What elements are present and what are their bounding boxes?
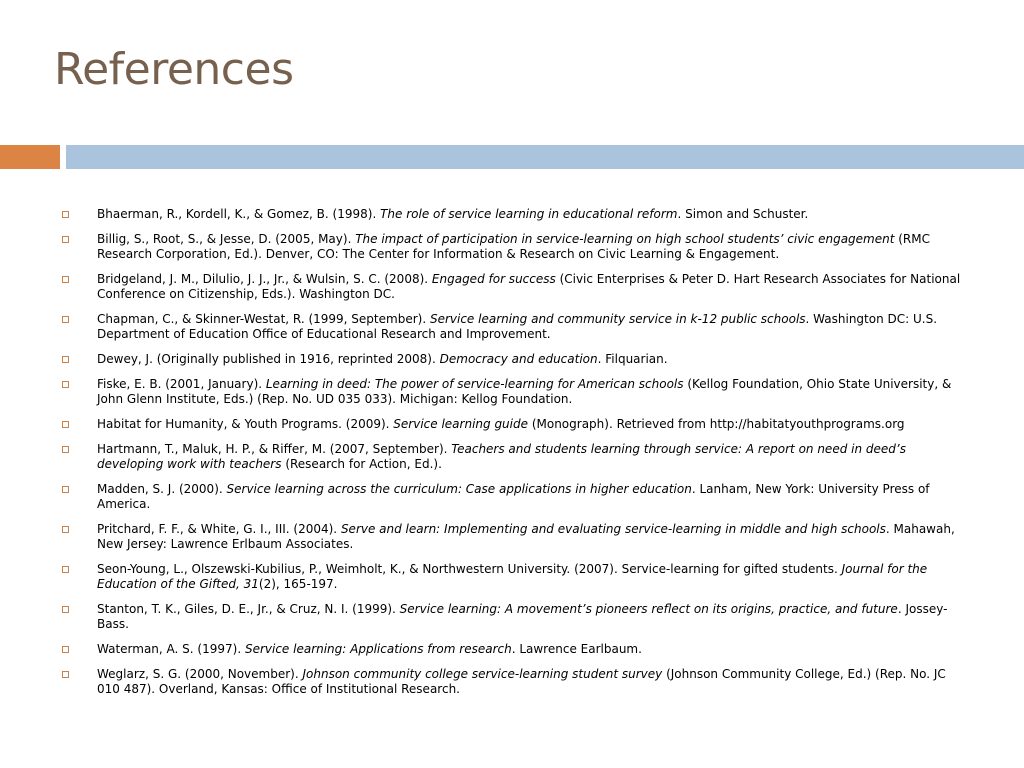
reference-publication: (Civic Enterprises & Peter D. Hart Research Associates for National Conference on Citizenship, Eds.). Washington DC. [97, 272, 961, 301]
hollow-square-icon [62, 421, 69, 428]
reference-publication: (Kellog Foundation, Ohio State University, & John Glenn Institute, Eds.) (Rep. No. UD 035 033). Michigan: Kellog Foundation. [97, 377, 952, 406]
hollow-square-icon [62, 486, 69, 493]
reference-item [62, 377, 967, 407]
reference-authors: Chapman, C., & Skinner-Westat, R. (1999, September). [97, 312, 430, 326]
references-list [62, 207, 967, 707]
reference-authors: Stanton, T. K., Giles, D. E., Jr., & Cruz, N. I. (1999). [97, 602, 400, 616]
hollow-square-icon [62, 446, 69, 453]
reference-title: Service learning guide [393, 417, 528, 431]
reference-publication: (Research for Action, Ed.). [281, 457, 442, 471]
hollow-square-icon [62, 566, 69, 573]
reference-publication: (RMC Research Corporation, Ed.). Denver, CO: The Center for Information & Research on Civic Learning & Engagement. [97, 232, 931, 261]
accent-bar-orange [0, 145, 60, 169]
reference-item [62, 417, 967, 432]
reference-item [62, 602, 967, 632]
reference-title: Democracy and education [439, 352, 598, 366]
hollow-square-icon [62, 356, 69, 363]
reference-title: The role of service learning in educational reform [380, 207, 678, 221]
reference-title: Service learning across the curriculum: Case applications in higher education [226, 482, 692, 496]
hollow-square-icon [62, 211, 69, 218]
reference-publication: (2), 165-197. [258, 577, 338, 591]
hollow-square-icon [62, 316, 69, 323]
reference-publication: . Lawrence Earlbaum. [511, 642, 642, 656]
reference-item [62, 442, 967, 472]
reference-publication: . Mahawah, New Jersey: Lawrence Erlbaum Associates. [97, 522, 955, 551]
reference-title: Learning in deed: The power of service-learning for American schools [265, 377, 684, 391]
reference-authors: Pritchard, F. F., & White, G. I., III. (2004). [97, 522, 341, 536]
reference-authors: Seon-Young, L., Olszewski-Kubilius, P., Weimholt, K., & Northwestern University. (2007). Service-learning for gifted students. [97, 562, 842, 576]
reference-authors: Hartmann, T., Maluk, H. P., & Riffer, M. (2007, September). [97, 442, 452, 456]
reference-authors: Waterman, A. S. (1997). [97, 642, 245, 656]
reference-item [62, 207, 967, 222]
reference-publication: (Johnson Community College, Ed.) (Rep. No. JC 010 487). Overland, Kansas: Office of Institutional Research. [97, 667, 946, 696]
hollow-square-icon [62, 526, 69, 533]
reference-authors: Bridgeland, J. M., Dilulio, J. J., Jr., & Wulsin, S. C. (2008). [97, 272, 432, 286]
reference-authors: Fiske, E. B. (2001, January). [97, 377, 266, 391]
reference-publication: . Lanham, New York: University Press of America. [97, 482, 930, 511]
reference-title: The impact of participation in service-learning on high school students’ civic engagement [355, 232, 895, 246]
reference-publication: . Filquarian. [597, 352, 668, 366]
reference-item [62, 522, 967, 552]
reference-title: Teachers and students learning through service: A report on need in deed’s developing work with teachers [97, 442, 906, 471]
hollow-square-icon [62, 381, 69, 388]
reference-publication: . Jossey-Bass. [97, 602, 948, 631]
reference-item [62, 312, 967, 342]
reference-title: Service learning and community service in k-12 public schools [429, 312, 806, 326]
reference-title: Johnson community college service-learning student survey [302, 667, 663, 681]
reference-item [62, 642, 967, 657]
reference-authors: Billig, S., Root, S., & Jesse, D. (2005, May). [97, 232, 356, 246]
reference-item [62, 272, 967, 302]
reference-title: Service learning: A movement’s pioneers reflect on its origins, practice, and future [399, 602, 898, 616]
reference-authors: Dewey, J. (Originally published in 1916, reprinted 2008). [97, 352, 440, 366]
reference-title: Serve and learn: Implementing and evaluating service-learning in middle and high schools [340, 522, 886, 536]
hollow-square-icon [62, 646, 69, 653]
reference-item [62, 562, 967, 592]
reference-item [62, 482, 967, 512]
reference-authors: Weglarz, S. G. (2000, November). [97, 667, 303, 681]
reference-title: Journal for the Education of the Gifted, 31 [97, 562, 928, 591]
accent-bar-blue [66, 145, 1024, 169]
slide-title: References [54, 44, 294, 95]
reference-publication: . Washington DC: U.S. Department of Education Office of Educational Research and Improvement. [97, 312, 938, 341]
hollow-square-icon [62, 276, 69, 283]
reference-title: Service learning: Applications from research [244, 642, 512, 656]
reference-item [62, 667, 967, 697]
reference-authors: Madden, S. J. (2000). [97, 482, 227, 496]
reference-title: Engaged for success [431, 272, 556, 286]
hollow-square-icon [62, 671, 69, 678]
hollow-square-icon [62, 606, 69, 613]
reference-item [62, 232, 967, 262]
reference-authors: Habitat for Humanity, & Youth Programs. (2009). [97, 417, 394, 431]
reference-publication: (Monograph). Retrieved from http://habitatyouthprograms.org [528, 417, 905, 431]
reference-item [62, 352, 967, 367]
hollow-square-icon [62, 236, 69, 243]
reference-publication: . Simon and Schuster. [677, 207, 809, 221]
reference-authors: Bhaerman, R., Kordell, K., & Gomez, B. (1998). [97, 207, 381, 221]
